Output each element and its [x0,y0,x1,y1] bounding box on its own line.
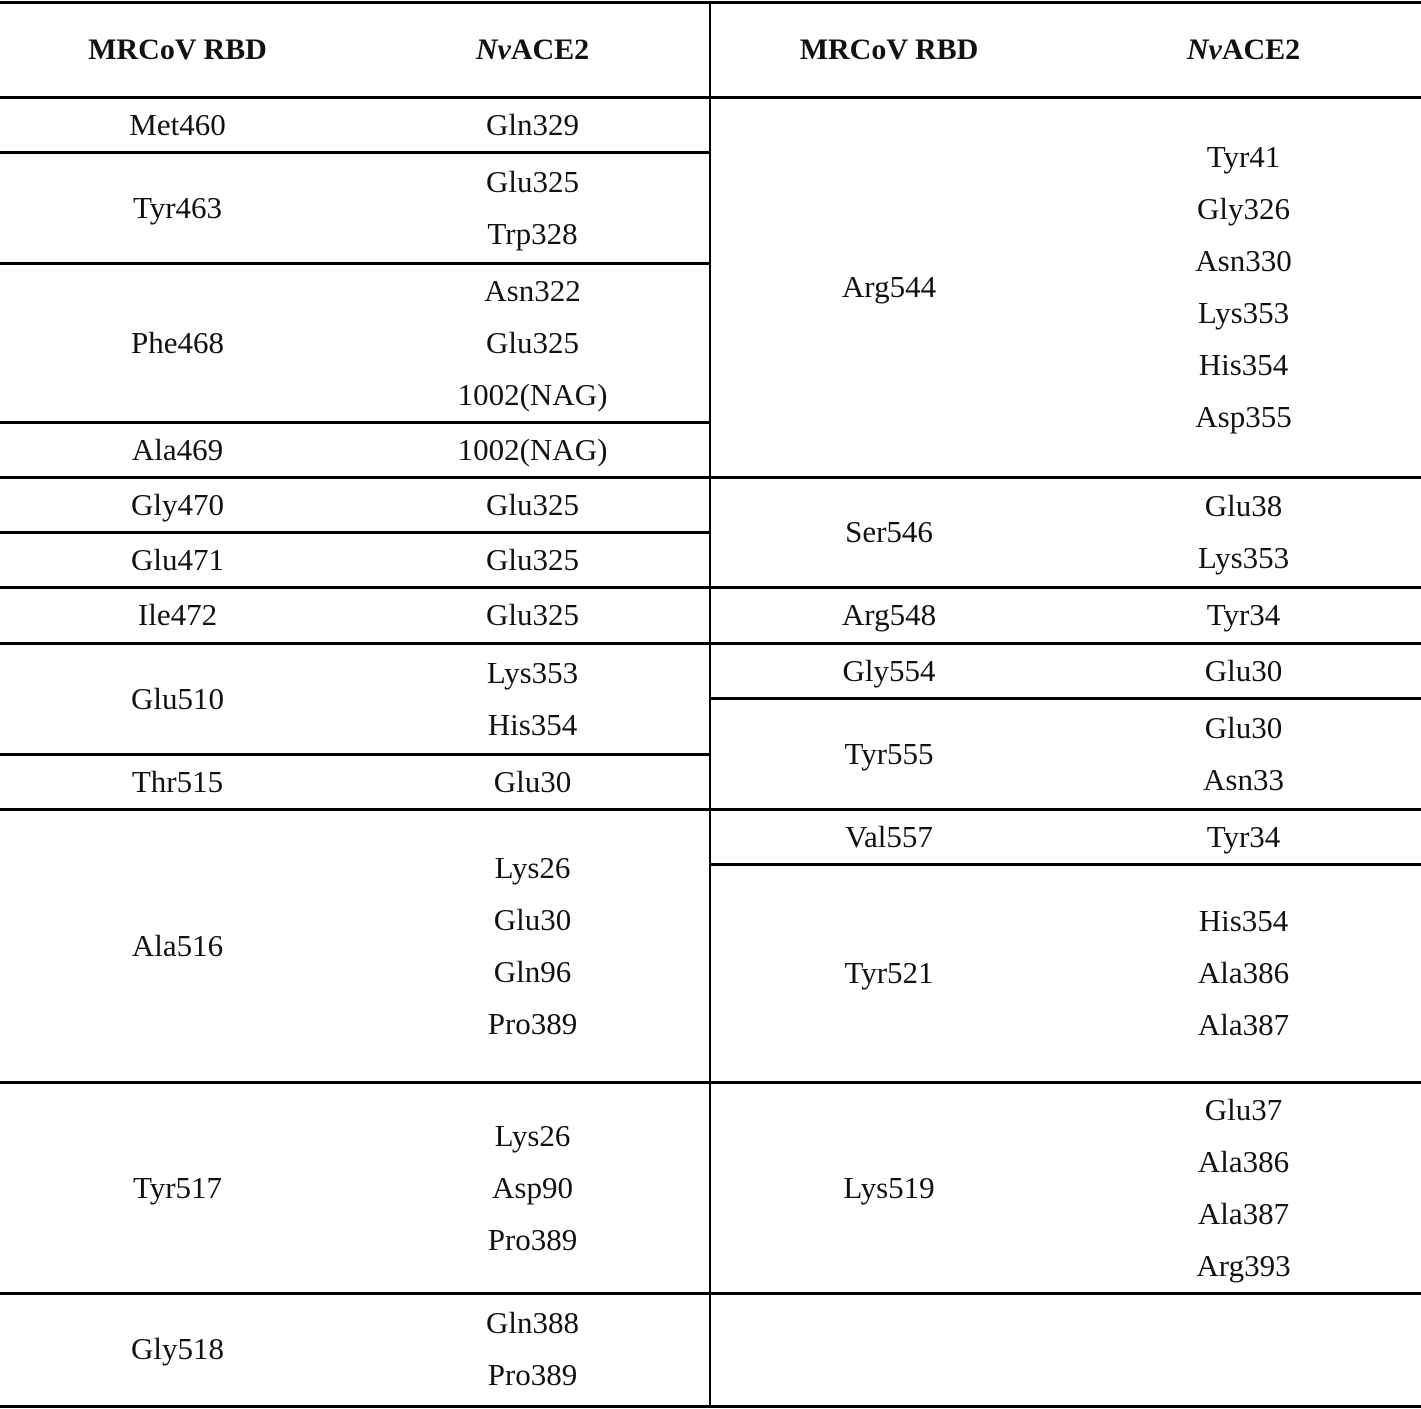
left-rbd-cell [0,152,355,263]
left-ace2-cell-value: Gln388 [486,1305,579,1340]
right-ace2-cell-value: Ala387 [1197,1195,1290,1231]
left-ace2-cell-value: His354 [487,706,578,742]
right-ace2-cell-value: Tyr34 [1206,597,1281,632]
right-ace2-cell [1066,97,1421,477]
bottom-rule [0,1405,1421,1408]
left-rbd-cell-value: Thr515 [131,763,224,799]
header-left-rbd [0,4,355,96]
right-ace2-cell-value: His354 [1198,347,1289,382]
left-ace2-cell [355,1082,710,1293]
header-left-ace2-suffix: ACE2 [510,33,590,66]
right-ace2-cell-value: Tyr34 [1206,818,1281,854]
left-ace2-cell-value: Glu30 [493,901,572,937]
left-rbd-cell [0,809,355,1082]
right-ace2-cell-value: Glu30 [1204,652,1283,688]
left-ace2-cell-value: Pro389 [487,1005,578,1041]
right-ace2-cell-value: Ala386 [1197,955,1290,990]
left-ace2-cell [355,754,710,809]
right-rbd-cell [712,809,1066,864]
header-right-ace2-suffix: ACE2 [1221,33,1301,66]
right-ace2-cell-value: Gly326 [1197,191,1290,226]
left-rbd-cell [0,1293,355,1405]
left-ace2-cell [355,152,710,263]
left-rbd-cell-value: Gly470 [131,486,224,522]
right-ace2-cell-value: Asp355 [1195,399,1292,434]
right-ace2-cell [1066,809,1421,864]
left-ace2-cell-value: Asp90 [492,1169,573,1205]
left-ace2-cell-value: Glu325 [486,541,579,577]
left-rbd-cell [0,422,355,477]
left-rbd-cell [0,587,355,643]
left-ace2-cell-value: Glu325 [486,486,579,522]
right-ace2-cell-value: Arg393 [1196,1247,1291,1283]
left-rbd-cell-value: Ala516 [131,927,224,963]
left-ace2-cell-value: Glu325 [486,324,579,360]
left-ace2-cell [355,477,710,532]
left-ace2-cell-value: 1002(NAG) [457,376,608,412]
right-rbd-cell-value: Arg548 [841,597,937,632]
left-ace2-cell-value: Asn322 [484,272,581,308]
left-rbd-cell [0,97,355,152]
header-left-rbd-label: MRCoV RBD [88,33,267,66]
left-ace2-cell [355,422,710,477]
right-ace2-cell-value: Glu37 [1204,1091,1283,1127]
left-rbd-cell-value: Glu510 [131,680,224,716]
right-ace2-cell-value: Asn330 [1195,243,1292,278]
left-ace2-cell-value: Glu325 [486,163,579,199]
left-rbd-cell [0,263,355,422]
right-ace2-cell [1066,643,1421,698]
right-rbd-cell-value: Gly554 [842,652,936,688]
left-ace2-cell-value: Pro389 [487,1357,578,1392]
right-ace2-cell [1066,587,1421,643]
header-right-rbd [712,4,1066,96]
left-ace2-cell-value: Pro389 [487,1221,578,1257]
left-rbd-cell [0,1082,355,1293]
left-ace2-cell-value: Gln96 [493,953,572,989]
left-ace2-cell-value: Trp328 [487,215,578,251]
left-rbd-cell [0,532,355,587]
right-ace2-cell-value: Asn33 [1203,761,1284,797]
header-right-rbd-label: MRCoV RBD [799,33,979,66]
left-rbd-cell-value: Glu471 [131,541,224,577]
left-ace2-cell-value: Lys26 [494,849,571,885]
left-rbd-cell [0,643,355,754]
right-rbd-cell-value: Tyr521 [844,955,934,990]
right-rbd-cell-value: Lys519 [843,1169,935,1205]
right-rbd-cell-value: Val557 [845,818,933,854]
left-ace2-cell [355,263,710,422]
left-rbd-cell-value: Tyr517 [132,1169,223,1205]
left-ace2-cell [355,1293,710,1405]
left-ace2-cell-value: Glu30 [493,763,572,799]
left-ace2-cell [355,97,710,152]
right-rbd-cell [712,698,1066,809]
right-rbd-cell [712,643,1066,698]
right-rbd-cell-value: Ser546 [845,514,933,549]
left-ace2-cell [355,532,710,587]
left-rbd-cell [0,754,355,809]
right-rbd-cell-value: Tyr555 [844,735,934,771]
header-right-ace2-prefix: Nv [1186,33,1222,66]
left-rbd-cell-value: Ile472 [137,597,218,632]
left-rbd-cell-value: Met460 [129,106,226,142]
right-rbd-cell [712,587,1066,643]
left-ace2-cell [355,643,710,754]
right-ace2-cell-value: Glu38 [1204,488,1283,523]
left-rbd-cell [0,477,355,532]
right-ace2-cell-value: Lys353 [1197,295,1290,330]
left-rbd-cell-value: Tyr463 [132,189,223,225]
right-ace2-cell-value: Lys353 [1197,540,1290,575]
left-ace2-cell-value: 1002(NAG) [457,431,608,467]
right-ace2-cell-value: Tyr41 [1206,139,1281,174]
right-ace2-cell-value: Ala386 [1197,1143,1290,1179]
left-ace2-cell [355,587,710,643]
left-ace2-cell-value: Lys353 [486,654,579,690]
right-rbd-cell-value: Arg544 [841,269,937,304]
left-rbd-cell-value: Phe468 [131,324,224,360]
header-right-ace2 [1066,4,1421,96]
right-ace2-cell [1066,477,1421,587]
header-left-ace2 [355,4,710,96]
left-ace2-cell-value: Glu325 [486,597,579,632]
right-rbd-cell [712,864,1066,1082]
right-ace2-cell-value: Ala387 [1197,1007,1290,1042]
left-rbd-cell-value: Ala469 [131,431,224,467]
right-ace2-cell-value: Glu30 [1204,709,1283,745]
right-rbd-cell [712,1082,1066,1293]
right-ace2-cell [1066,864,1421,1082]
right-ace2-cell [1066,1082,1421,1293]
left-ace2-cell-value: Gln329 [486,106,579,142]
left-ace2-cell-value: Lys26 [494,1117,571,1153]
right-rbd-cell [712,97,1066,477]
left-ace2-cell [355,809,710,1082]
right-ace2-cell-value: His354 [1198,903,1289,938]
right-ace2-cell [1066,698,1421,809]
header-left-ace2-prefix: Nv [475,33,511,66]
left-rbd-cell-value: Gly518 [131,1331,224,1366]
right-rbd-cell [712,477,1066,587]
